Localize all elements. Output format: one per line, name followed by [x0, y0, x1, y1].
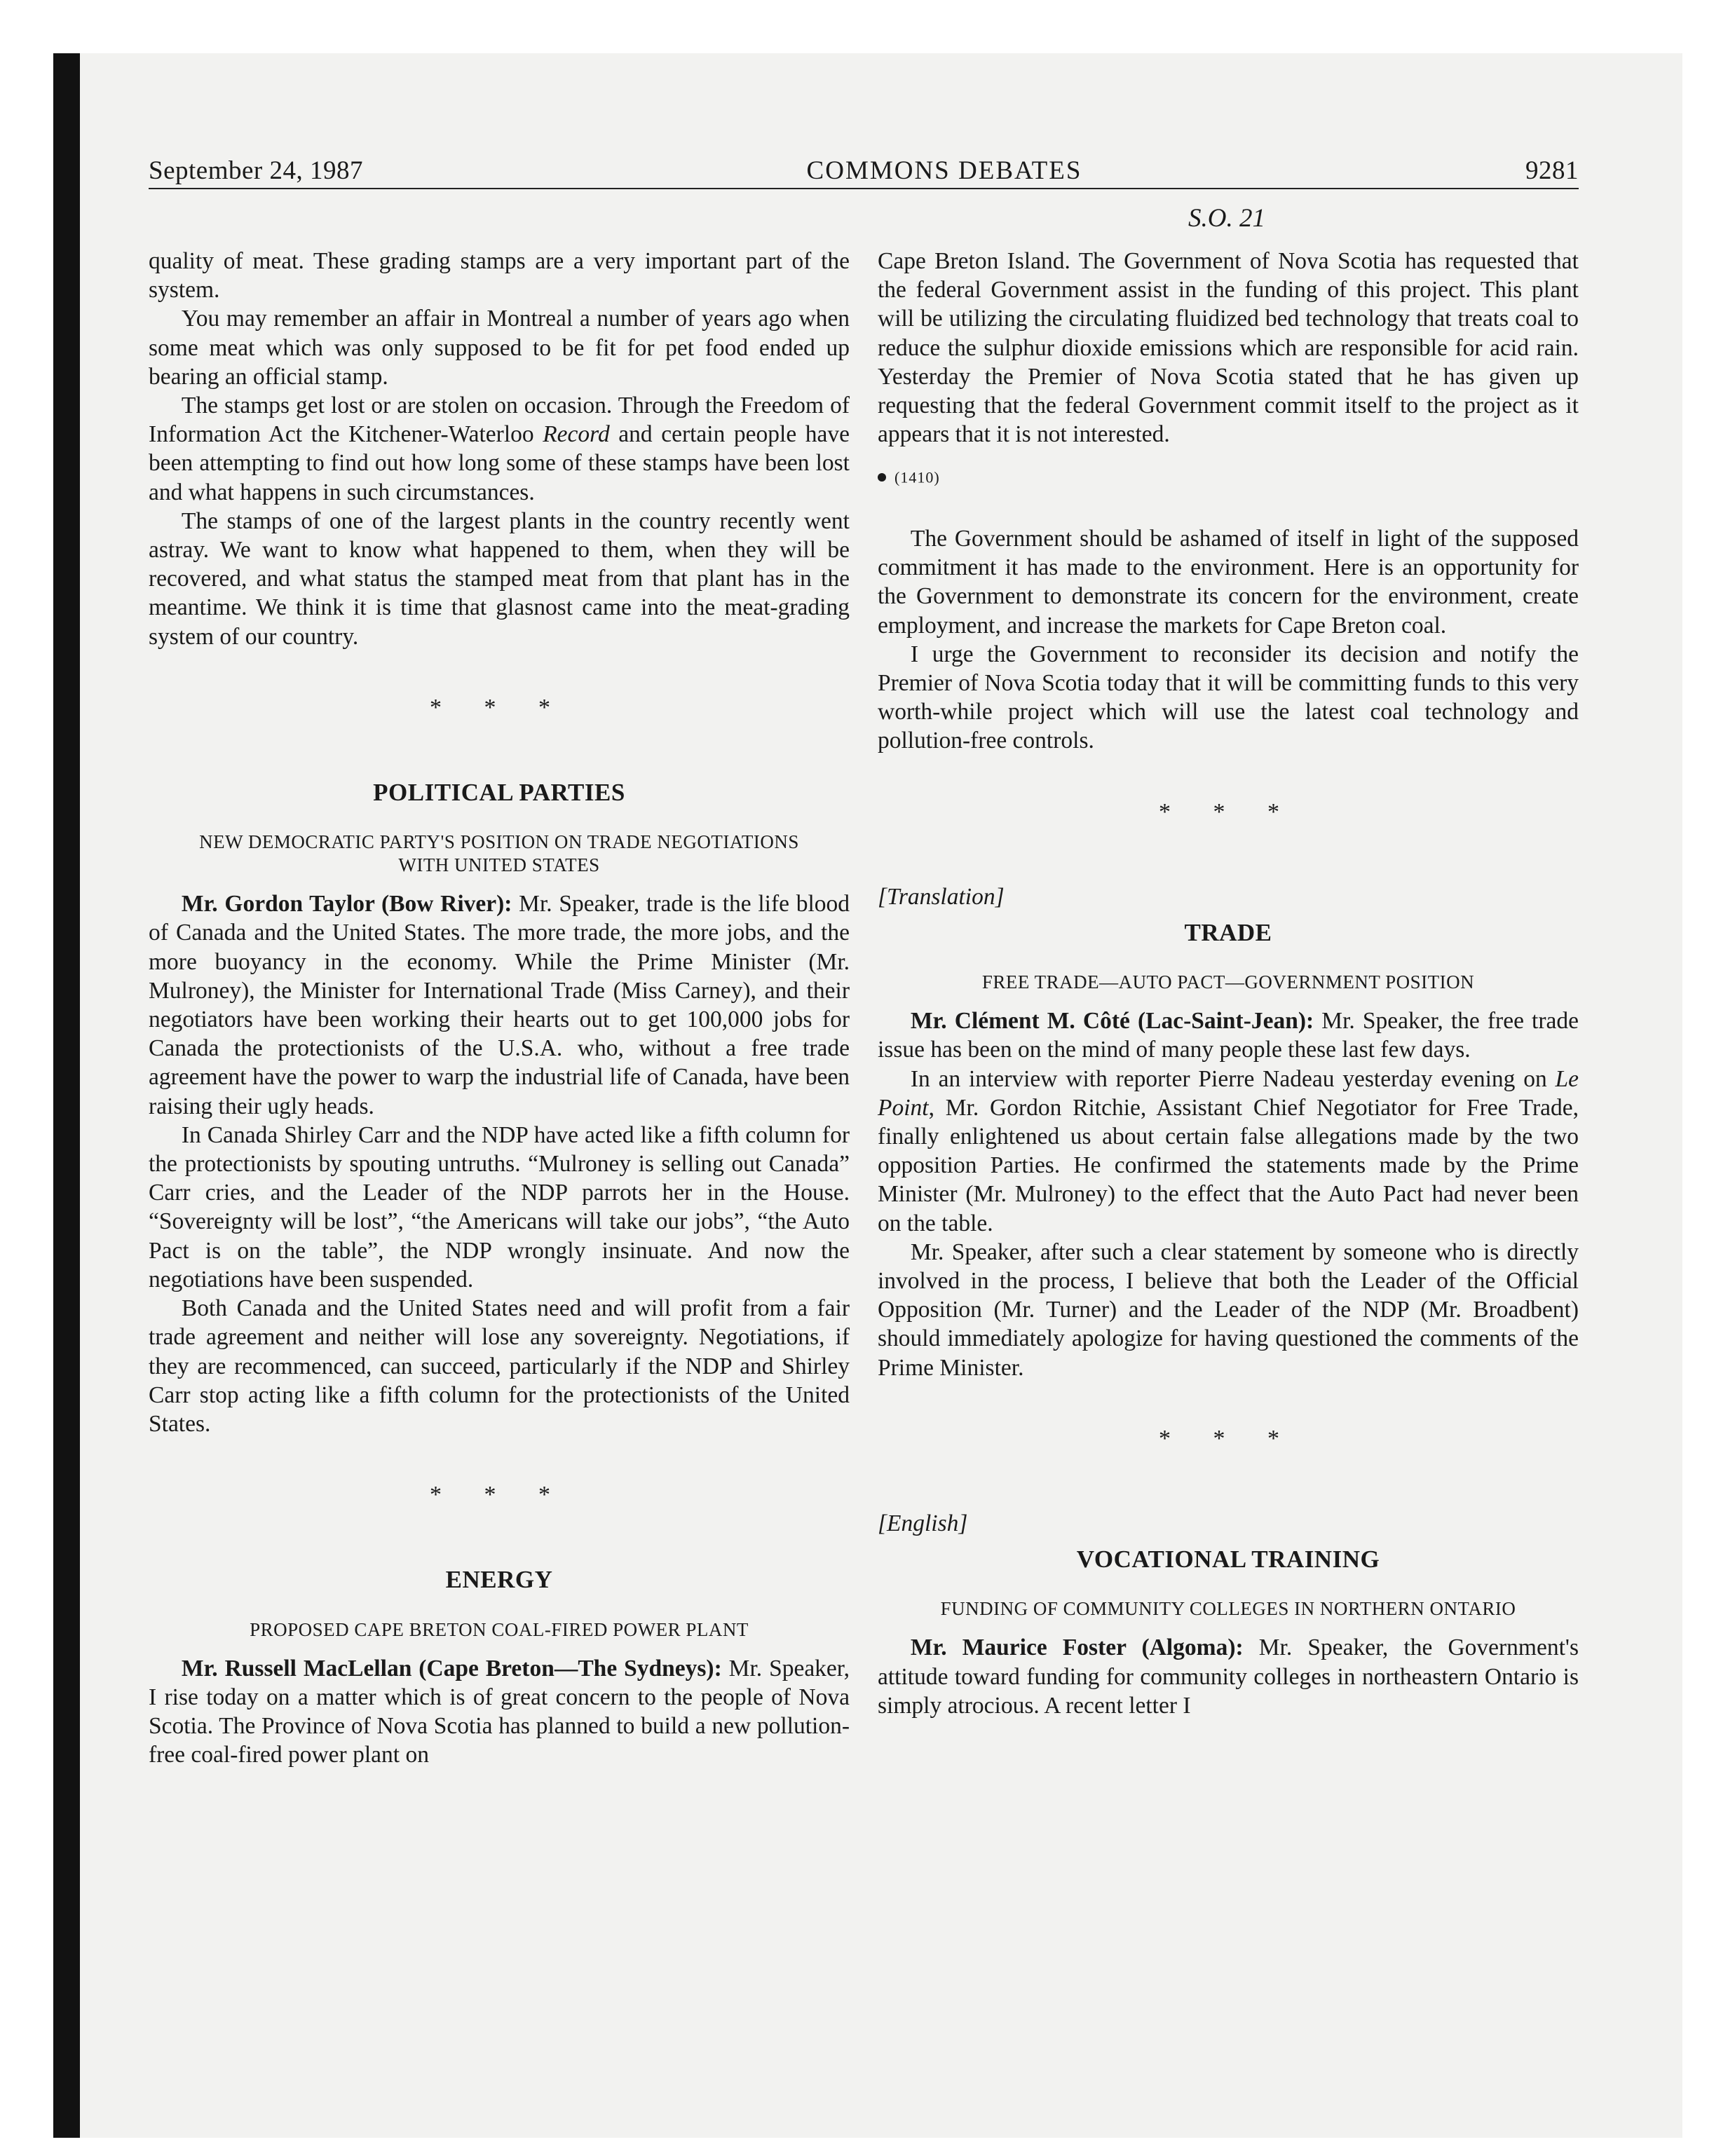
program-title: Le Point — [878, 1065, 1579, 1121]
header-page-number: 9281 — [1525, 156, 1579, 185]
section-separator: * * * — [1159, 1425, 1298, 1452]
section-separator: * * * — [430, 1482, 569, 1508]
paragraph — [878, 1007, 1579, 1064]
speaker-name: Mr. Maurice Foster (Algoma): — [910, 1635, 1244, 1661]
paragraph: Both Canada and the United States need and will profit from a fair trade agreement and neither will lose any sovereignty. Negotiations, if they are recommenced, can succeed, particularly if the NDP and Shirley Carr stop acting like a fifth column for the protectionists of the United States. — [149, 1295, 850, 1437]
section-marker: S.O. 21 — [1188, 204, 1265, 233]
text-run: Mr. Speaker, trade is the life blood of Canada and the United States. The more trade, the more jobs, and the more buoyancy in the economy. While the Prime Minister (Mr. Mulroney), the Minister for International Trade (Miss Carney), and their negotiators have been working their hearts out to get 100,000 jobs for Canada the protectionists of the U.S.A. who, without a free trade agreement have the power to warp the industrial life of Canada, have been raising their ugly heads. — [149, 891, 850, 1119]
section-heading: VOCATIONAL TRAINING — [1076, 1546, 1380, 1574]
language-marker: [Translation] — [878, 883, 1005, 910]
text-run: Mr. Speaker, I rise today on a matter which is of great concern to the people of Nova Scotia. The Province of Nova Scotia has planned to build a new pollution-free coal-fired power plant on — [149, 1655, 850, 1768]
section-subheading: PROPOSED CAPE BRETON COAL-FIRED POWER PLANT — [250, 1618, 749, 1640]
scan-edge — [53, 53, 80, 2138]
speaker-name: Mr. Gordon Taylor (Bow River): — [181, 891, 512, 917]
section-subheading: FREE TRADE—AUTO PACT—GOVERNMENT POSITION — [981, 971, 1475, 993]
language-marker: [English] — [878, 1510, 968, 1537]
section-heading: POLITICAL PARTIES — [373, 779, 625, 807]
section-separator: * * * — [430, 694, 569, 721]
section-heading: TRADE — [1184, 919, 1272, 946]
text-run: Mr. Speaker, the Government's attitude toward funding for community colleges in northeastern Ontario is simply atrocious. A recent letter I — [878, 1635, 1579, 1719]
timestamp-text: (1410) — [894, 468, 940, 486]
section-heading: ENERGY — [445, 1566, 553, 1594]
paragraph — [878, 1065, 1579, 1238]
text-run: and certain people have been attempting to find out how long some of these stamps have been lost and what happens in such circumstances. — [149, 421, 850, 505]
header-rule — [149, 188, 1579, 189]
section-separator: * * * — [1159, 798, 1298, 825]
left-column — [149, 247, 850, 1769]
paragraph: The Government should be ashamed of itself in light of the supposed commitment it has made to the environment. Here is an opportunity for the Government to demonstrate its concern for the environment, create employment, and increase the markets for Cape Breton coal. — [878, 525, 1579, 639]
timestamp — [878, 461, 1579, 492]
paragraph: Mr. Speaker, after such a clear statement by someone who is directly involved in the process, I believe that both the Leader of the Official Opposition (Mr. Turner) and the Leader of the NDP (Mr. Broadbent) should immediately apologize for having questioned the comments of the Prime Minister. — [878, 1239, 1579, 1381]
page-header — [149, 156, 1579, 186]
paragraph: Cape Breton Island. The Government of Nova Scotia has requested that the federal Government assist in the funding of this project. This plant will be utilizing the circulating fluidized bed technology that treats coal to reduce the sulphur dioxide emissions which are responsible for acid rain. Yesterday the Premier of Nova Scotia stated that he has given up requesting that the federal Government commit itself to the project as it appears that it is not interested. — [878, 248, 1579, 448]
text-run: In an interview with reporter Pierre Nadeau yesterday evening on — [910, 1065, 1556, 1092]
section-subheading: FUNDING OF COMMUNITY COLLEGES IN NORTHERN ONTARIO — [940, 1598, 1516, 1620]
paragraph — [149, 889, 850, 1121]
right-column — [878, 247, 1579, 1720]
bullet-icon — [878, 473, 886, 482]
paragraph: The stamps of one of the largest plants in the country recently went astray. We want to know what happened to them, when they will be recovered, and what status the stamped meat from that plant has in the meantime. We think it is time that glasnost came into the meat-grading system of our country. — [149, 507, 850, 650]
header-date: September 24, 1987 — [149, 156, 363, 185]
paragraph: I urge the Government to reconsider its decision and notify the Premier of Nova Scotia today that it will be committing funds to this very worth-while project which will use the latest coal technology and pollution-free controls. — [878, 641, 1579, 754]
paragraph — [878, 1633, 1579, 1720]
paragraph — [149, 1654, 850, 1770]
header-title: COMMONS DEBATES — [806, 156, 1082, 185]
speaker-name: Mr. Russell MacLellan (Cape Breton—The Sydneys): — [181, 1655, 722, 1681]
section-subheading: NEW DEMOCRATIC PARTY'S POSITION ON TRADE NEGOTIATIONS WITH UNITED STATES — [199, 831, 799, 876]
text-run: , Mr. Gordon Ritchie, Assistant Chief Negotiator for Free Trade, finally enlightened us about certain false allegations made by the two opposition Parties. He confirmed the statements made by the Prime Minister (Mr. Mulroney) to the effect that the Auto Pact had never been on the table. — [878, 1094, 1579, 1236]
paragraph: quality of meat. These grading stamps are a very important part of the system. — [149, 248, 850, 303]
text-run: The stamps get lost or are stolen on occasion. Through the Freedom of Information Act the Kitchener-Waterloo — [149, 393, 850, 448]
paragraph: You may remember an affair in Montreal a number of years ago when some meat which was only supposed to be fit for pet food ended up bearing an official stamp. — [149, 306, 850, 390]
speaker-name: Mr. Clément M. Côté (Lac-Saint-Jean): — [910, 1008, 1314, 1035]
paragraph — [149, 391, 850, 507]
text-run: Mr. Speaker, the free trade issue has been on the mind of many people these last few days. — [878, 1008, 1579, 1063]
newspaper-title: Record — [543, 421, 610, 448]
paragraph: In Canada Shirley Carr and the NDP have acted like a fifth column for the protectionists by spouting untruths. “Mulroney is selling out Canada” Carr cries, and the Leader of the NDP parrots her in the House. “Sovereignty will be lost”, “the Americans will take our jobs”, “the Auto Pact is on the table”, the NDP wrongly insinuate. And now the negotiations have been suspended. — [149, 1121, 850, 1292]
